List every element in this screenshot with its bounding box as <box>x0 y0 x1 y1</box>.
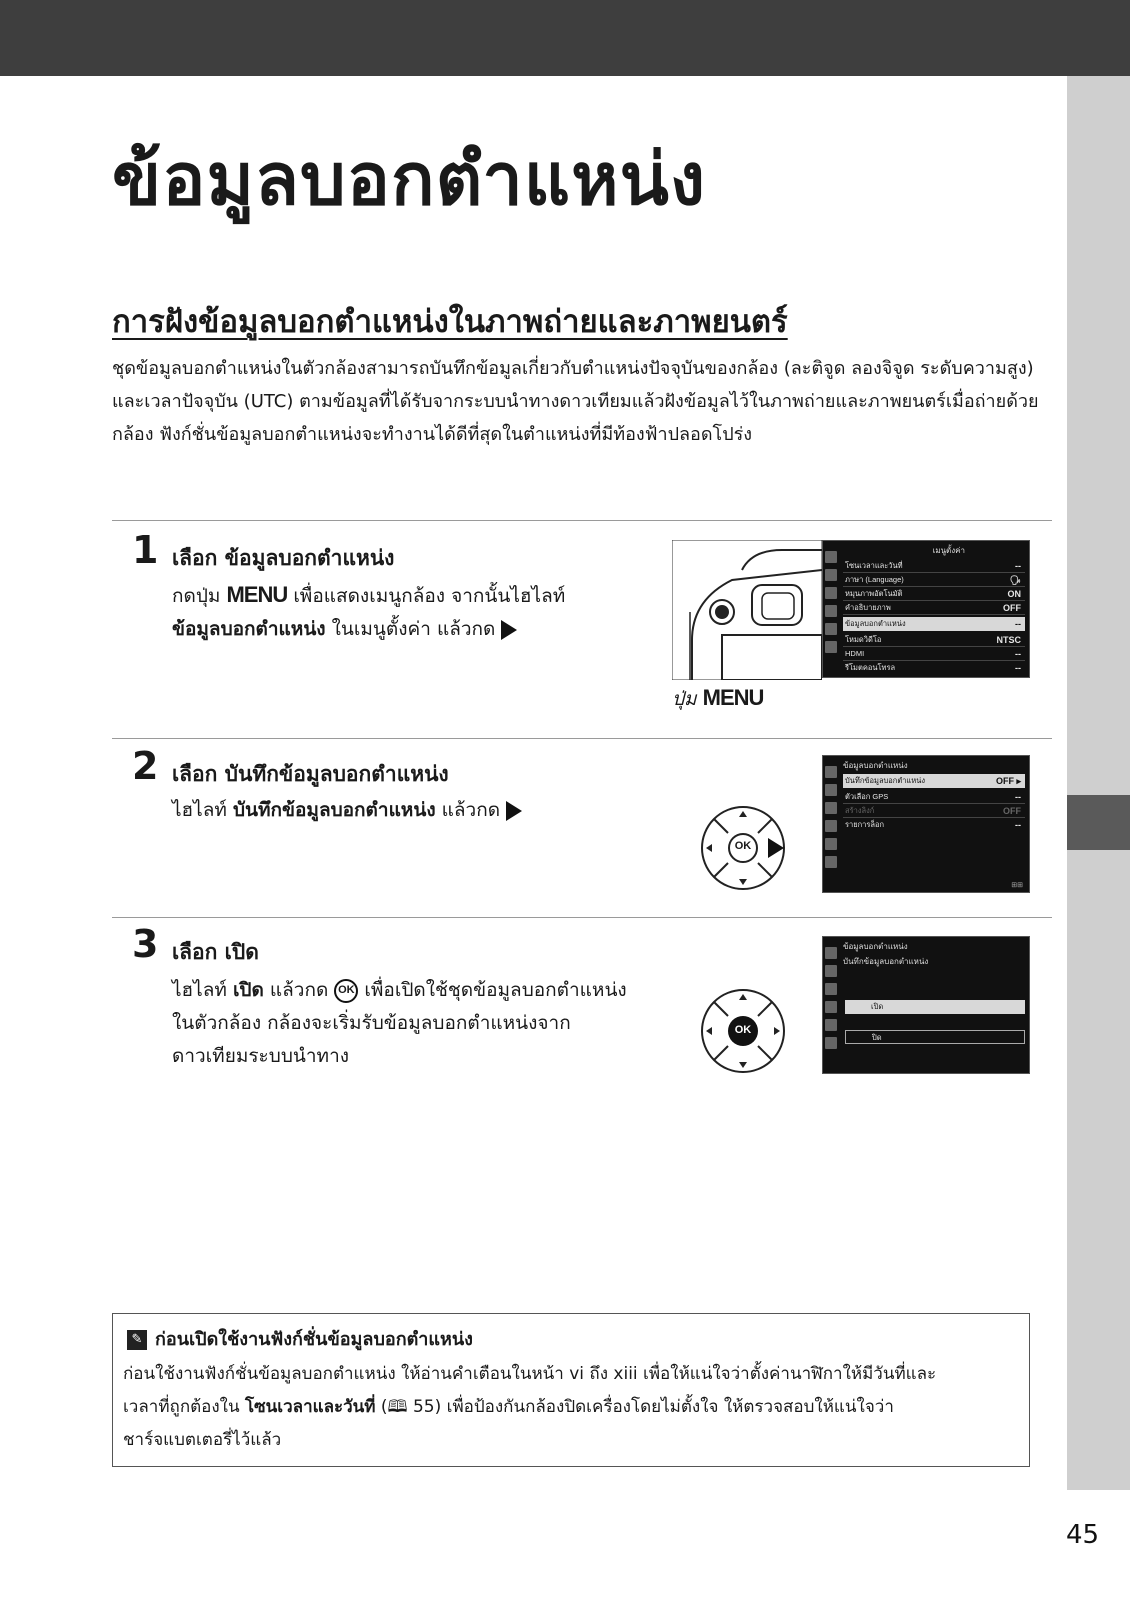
screen3-subheader: บันทึกข้อมูลบอกตำแหน่ง <box>843 957 929 966</box>
note-body <box>123 1358 1018 1457</box>
row-value: NTSC <box>996 635 1021 645</box>
step-1-title: เลือก ข้อมูลบอกตำแหน่ง <box>172 546 395 570</box>
row-value: OFF <box>1003 603 1021 613</box>
menu-tab-icons <box>825 766 839 874</box>
step-3-line3: ดาวเทียมระบบนำทาง <box>172 1045 350 1067</box>
screen2-row-disabled <box>843 804 1025 818</box>
screen1-row-selected[interactable] <box>843 617 1025 631</box>
row-label: ภาษา (Language) <box>845 575 904 584</box>
option-on-label: เปิด <box>871 1002 884 1011</box>
screen1-header: เมนูตั้งค่า <box>932 546 965 555</box>
screen1-row[interactable] <box>843 661 1025 675</box>
step-1-text-c: ในเมนูตั้งค่า แล้วกด <box>331 618 496 640</box>
row-value: ON <box>1007 589 1021 599</box>
pencil-icon: ✎ <box>127 1330 147 1350</box>
row-value: -- <box>1015 561 1021 571</box>
section-title: การฝังข้อมูลบอกตำแหน่งในภาพถ่ายและภาพยนตร์ <box>112 304 788 340</box>
right-arrow-icon <box>506 801 522 821</box>
row-label: ข้อมูลบอกตำแหน่ง <box>845 619 906 628</box>
chapter-title: ข้อมูลบอกตำแหน่ง <box>112 137 707 221</box>
row-label: รีโมตคอนโทรล <box>845 663 896 672</box>
step-3-text-a: ไฮไลท์ <box>172 979 227 1001</box>
step-3-text-c: เพื่อเปิดใช้ชุดข้อมูลบอกตำแหน่ง <box>364 979 627 1001</box>
row-label: ตัวเลือก GPS <box>845 792 889 801</box>
caption-menu-glyph: MENU <box>702 685 764 710</box>
step-2-text-b: แล้วกด <box>441 799 501 821</box>
step-3-text <box>172 974 627 1073</box>
row-label: คำอธิบายภาพ <box>845 603 891 612</box>
step-3-text-bold: เปิด <box>232 979 264 1001</box>
note-line2c: (🕮 55) เพื่อป้องกันกล้องปิดเครื่องโดยไม่ตั้งใจ ให้ตรวจสอบให้แน่ใจว่า <box>380 1397 894 1417</box>
option-off[interactable] <box>845 1030 1025 1044</box>
step-divider <box>112 917 1052 918</box>
screen2-row-selected[interactable] <box>843 774 1025 788</box>
caption-prefix: ปุ่ม <box>672 688 697 710</box>
page-number: 45 <box>1066 1520 1100 1550</box>
row-value: -- <box>1015 820 1021 830</box>
row-label: หมุนภาพอัตโนมัติ <box>845 589 903 598</box>
camera-back-illustration <box>672 540 822 680</box>
step-2-number: 2 <box>132 744 159 788</box>
ok-label-step3: OK <box>734 1024 752 1036</box>
row-value: -- <box>1015 792 1021 802</box>
step-divider <box>112 738 1052 739</box>
option-on[interactable] <box>845 1000 1025 1014</box>
step-3-text-b: แล้วกด <box>269 979 329 1001</box>
screen1-row[interactable] <box>843 601 1025 615</box>
row-label: บันทึกข้อมูลบอกตำแหน่ง <box>845 776 925 785</box>
step-2-text-bold: บันทึกข้อมูลบอกตำแหน่ง <box>232 799 436 821</box>
note-line3: ชาร์จแบตเตอรี่ไว้แล้ว <box>123 1430 282 1450</box>
ok-button-icon: OK <box>334 979 358 1003</box>
screen2-header: ข้อมูลบอกตำแหน่ง <box>843 761 908 770</box>
record-location-option-screen <box>822 936 1030 1074</box>
screen1-row[interactable] <box>843 633 1025 647</box>
step-3-line2: ในตัวกล้อง กล้องจะเริ่มรับข้อมูลบอกตำแหน่งจาก <box>172 1012 571 1034</box>
screen1-row[interactable] <box>843 559 1025 573</box>
step-1-text-b: เพื่อแสดงเมนูกล้อง จากนั้นไฮไลท์ <box>293 585 566 607</box>
row-label: สร้างลิงก์ <box>845 806 875 815</box>
option-off-label: ปิด <box>872 1033 882 1042</box>
row-value: OFF ▸ <box>995 776 1021 786</box>
step-2-text-a: ไฮไลท์ <box>172 799 227 821</box>
row-value: OFF <box>1003 806 1021 816</box>
ok-label-step2: OK <box>734 840 752 852</box>
top-bar <box>0 0 1130 76</box>
screen2-row[interactable] <box>843 790 1025 804</box>
row-label: โหมดวิดีโอ <box>845 635 882 644</box>
right-arrow-icon <box>501 620 517 640</box>
row-value: -- <box>1015 619 1021 629</box>
screen2-row[interactable] <box>843 818 1025 832</box>
menu-button-glyph: MENU <box>226 582 288 607</box>
screen2-footer-icon: ⊞⊞ <box>1011 882 1023 889</box>
step-1-text-bold: ข้อมูลบอกตำแหน่ง <box>172 618 326 640</box>
screen1-row[interactable] <box>843 573 1025 587</box>
row-label: รายการล็อก <box>845 820 885 829</box>
step-2-title: เลือก บันทึกข้อมูลบอกตำแหน่ง <box>172 762 449 786</box>
note-line1: ก่อนใช้งานฟังก์ชั่นข้อมูลบอกตำแหน่ง ให้อ่านคำเตือนในหน้า vi ถึง xiii เพื่อให้แน่ใจว่าตั้งค่านาฬิกาให้มีวันที่และ <box>123 1364 937 1384</box>
row-value: -- <box>1015 649 1021 659</box>
row-value: -- <box>1015 663 1021 673</box>
note-title <box>127 1324 473 1353</box>
note-line2a: เวลาที่ถูกต้องใน <box>123 1397 240 1417</box>
step-3-number: 3 <box>132 922 159 966</box>
step-1-number: 1 <box>132 528 159 572</box>
intro-paragraph: ชุดข้อมูลบอกตำแหน่งในตัวกล้องสามารถบันทึกข้อมูลเกี่ยวกับตำแหน่งปัจจุบันของกล้อง (ละติจูด ลองจิจูด ระดับความสูง) และเวลาปัจจุบัน (UTC) ตามข้อมูลที่ได้รับจากระบบนำทางดาวเทียมแล้วฝังข้อมูลไว้ในภาพถ่ายและภาพยนตร์เมื่อถ่ายด้วยกล้อง ฟังก์ชั่นข้อมูลบอกตำแหน่งจะทำงานได้ดีที่สุดในตำแหน่งที่มีท้องฟ้าปลอดโปร่ง <box>112 358 1039 445</box>
screen1-row[interactable] <box>843 587 1025 601</box>
row-label: HDMI <box>845 649 865 658</box>
step-1-text-a: กดปุ่ม <box>172 585 221 607</box>
note-box <box>112 1313 1030 1467</box>
setup-menu-screen <box>822 540 1030 678</box>
menu-button-caption <box>672 684 763 714</box>
location-data-menu-screen <box>822 755 1030 893</box>
row-label: โซนเวลาและวันที่ <box>845 561 903 570</box>
step-2-text <box>172 794 522 827</box>
step-3-title: เลือก เปิด <box>172 940 259 964</box>
screen1-row[interactable] <box>843 647 1025 661</box>
step-divider <box>112 520 1052 521</box>
screen3-header: ข้อมูลบอกตำแหน่ง <box>843 942 908 951</box>
row-value: 🗣 <box>1009 575 1021 585</box>
note-title-text: ก่อนเปิดใช้งานฟังก์ชั่นข้อมูลบอกตำแหน่ง <box>155 1329 473 1350</box>
step-1-text <box>172 578 565 646</box>
chapter-tab-marker <box>1067 795 1130 850</box>
menu-tab-icons <box>825 551 839 659</box>
menu-tab-icons <box>825 947 839 1055</box>
note-line2-bold: โซนเวลาและวันที่ <box>245 1397 376 1417</box>
side-tab-strip <box>1067 76 1130 1490</box>
